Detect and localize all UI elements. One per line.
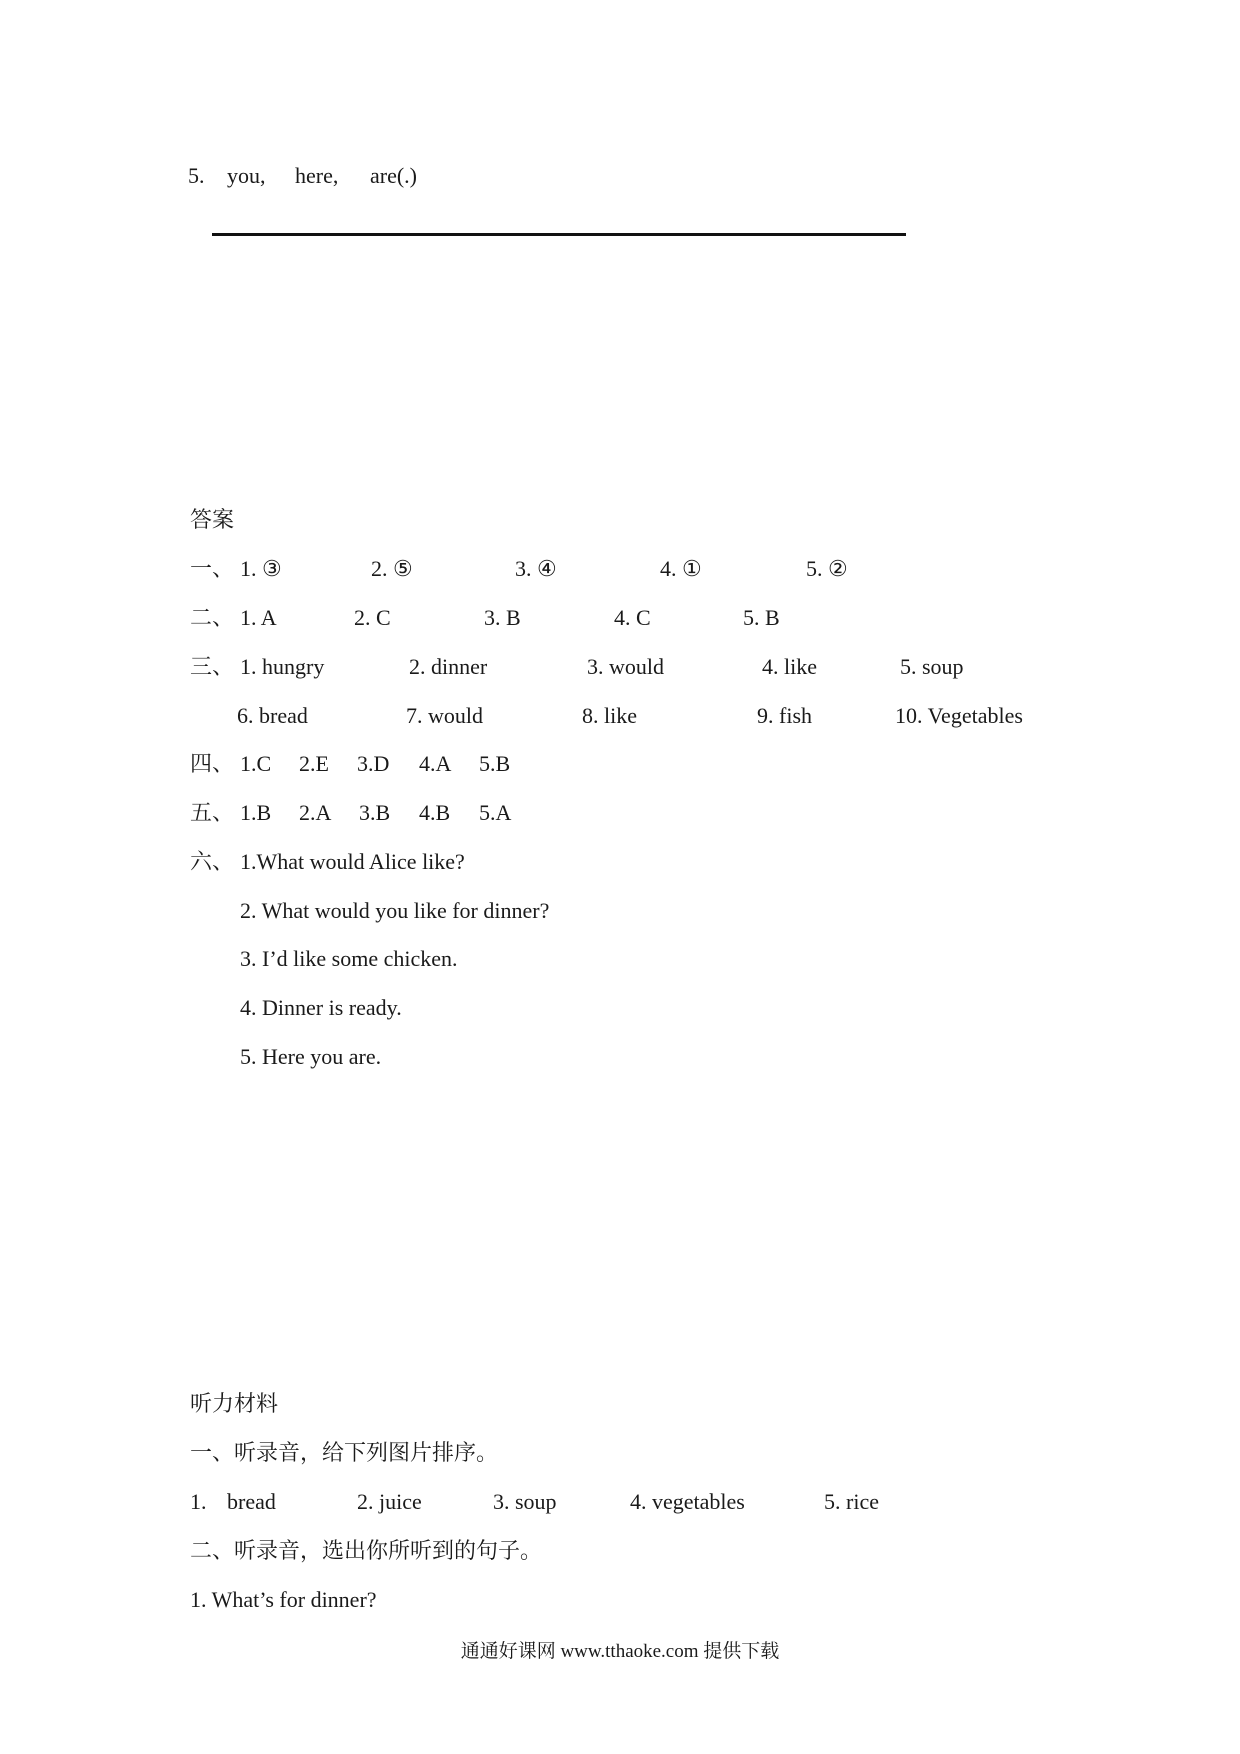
answer-item: 1.B [240,800,272,825]
answer-item: 3. would [587,654,664,679]
answer-item: 1. A [240,605,277,630]
answer-sentence: 1.What would Alice like? [240,849,465,874]
listening-heading: 听力材料 [190,1391,279,1416]
word-option: you, [227,163,266,188]
answer-item: 2. ⑤ [371,556,413,581]
answer-item: 5.B [479,751,511,776]
listening-item: bread [227,1489,276,1514]
answer-item: 5. soup [900,654,964,679]
answer-sentence: 5. Here you are. [240,1044,382,1069]
answers-heading: 答案 [190,507,235,532]
answer-item: 5.A [479,800,512,825]
answer-item: 10. Vegetables [895,703,1023,728]
section-label: 三、 [190,654,235,679]
answer-item: 3. ④ [515,556,557,581]
answer-item: 3. B [484,605,521,630]
word-option: here, [295,163,339,188]
answer-item: 5. ② [806,556,848,581]
footer-credit: 通通好课网 www.tthaoke.com 提供下载 [460,1641,780,1662]
answer-item: 6. bread [237,703,308,728]
listening-item: 1. [190,1489,207,1514]
answer-item: 1. hungry [240,654,325,679]
answer-item: 4. like [762,654,817,679]
listening-part-title: 一、听录音，给下列图片排序。 [190,1440,499,1465]
word-option: are(.) [370,163,418,188]
answer-sentence: 4. Dinner is ready. [240,995,402,1020]
section-label: 六、 [190,849,235,874]
section-label: 一、 [190,556,235,581]
item-number: 5. [188,163,205,188]
answer-sentence: 2. What would you like for dinner? [240,898,550,923]
section-label: 二、 [190,605,235,630]
answer-item: 9. fish [757,703,812,728]
answer-item: 2. C [354,605,391,630]
answer-item: 2.E [299,751,329,776]
listening-item: 5. rice [824,1489,879,1514]
answer-item: 1. ③ [240,556,282,581]
listening-item: 4. vegetables [630,1489,745,1514]
listening-part-title: 二、听录音，选出你所听到的句子。 [190,1538,543,1563]
section-label: 五、 [190,800,235,825]
answer-item: 3.B [359,800,391,825]
answer-item: 1.C [240,751,272,776]
answer-item: 8. like [582,703,637,728]
answer-item: 4. ① [660,556,702,581]
answer-item: 2.A [299,800,332,825]
answer-item: 4.A [419,751,452,776]
answer-item: 3.D [357,751,390,776]
answer-item: 4.B [419,800,451,825]
listening-sentence: 1. What’s for dinner? [190,1587,377,1612]
section-label: 四、 [190,751,235,776]
listening-item: 3. soup [493,1489,557,1514]
answer-item: 2. dinner [409,654,488,679]
answer-sentence: 3. I’d like some chicken. [240,946,458,971]
answer-item: 4. C [614,605,651,630]
answer-line [212,233,906,236]
listening-item: 2. juice [357,1489,422,1514]
answer-item: 7. would [406,703,483,728]
answer-item: 5. B [743,605,780,630]
